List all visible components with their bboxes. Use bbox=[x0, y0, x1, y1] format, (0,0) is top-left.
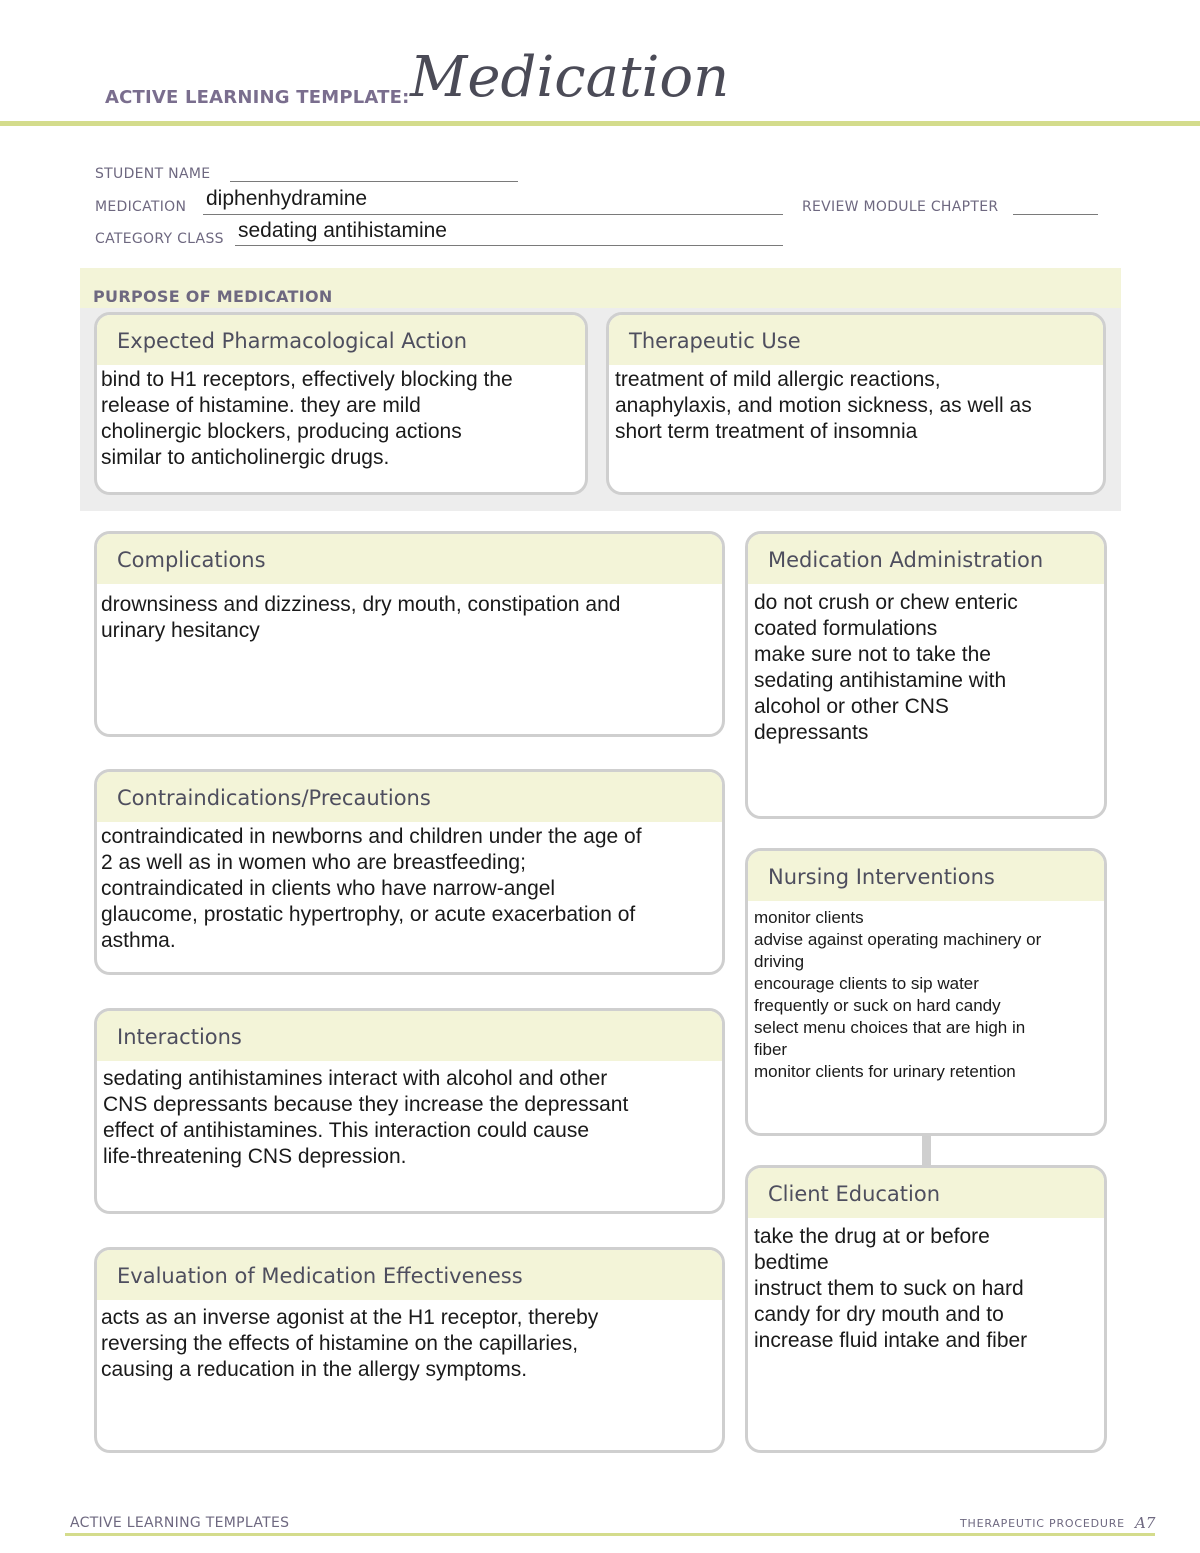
template-label: ACTIVE LEARNING TEMPLATE: bbox=[105, 87, 410, 108]
purpose-title: PURPOSE OF MEDICATION bbox=[93, 287, 333, 306]
page-number: A7 bbox=[1135, 1514, 1156, 1532]
card-title: Interactions bbox=[97, 1011, 722, 1061]
medication-value[interactable]: diphenhydramine bbox=[206, 187, 368, 210]
interactions-card bbox=[94, 1008, 725, 1214]
card-title: Medication Administration bbox=[748, 534, 1104, 584]
footer-left-text: ACTIVE LEARNING TEMPLATES bbox=[70, 1515, 290, 1531]
nursing-interventions-card bbox=[745, 848, 1107, 1136]
therapeutic-use-card bbox=[606, 312, 1106, 495]
card-title: Evaluation of Medication Effectiveness bbox=[97, 1250, 722, 1300]
nursing-interventions-text[interactable]: monitor clients advise against operating machinery or driving encourage clients to sip water frequently or suck on hard candy select menu choices that are high in fiber monitor clients for urinary retention bbox=[754, 908, 1042, 1081]
medication-administration-text[interactable]: do not crush or chew enteric coated formulations make sure not to take the sedating antihistamine with alcohol or other CNS depressants bbox=[754, 591, 1018, 744]
category-class-label: CATEGORY CLASS bbox=[95, 231, 224, 247]
expected-action-card bbox=[94, 312, 588, 495]
card-title: Nursing Interventions bbox=[748, 851, 1104, 901]
category-class-field-line bbox=[235, 245, 783, 246]
card-title: Client Education bbox=[748, 1168, 1104, 1218]
contraindications-text[interactable]: contraindicated in newborns and children under the age of 2 as well as in women who are breastfeeding; contraindicated in clients who have narrow-angel glaucome, prostatic hypertrophy, or acute exacerbation of asthma. bbox=[101, 825, 642, 952]
page-title: Medication bbox=[410, 45, 730, 110]
client-education-card bbox=[745, 1165, 1107, 1453]
category-class-value[interactable]: sedating antihistamine bbox=[238, 219, 447, 242]
medication-label: MEDICATION bbox=[95, 199, 187, 215]
expected-action-text[interactable]: bind to H1 receptors, effectively blocking the release of histamine. they are mild cholinergic blockers, producing actions similar to anticholinergic drugs. bbox=[101, 368, 513, 469]
evaluation-text[interactable]: acts as an inverse agonist at the H1 receptor, thereby reversing the effects of histamine on the capillaries, causing a reducation in the allergy symptoms. bbox=[101, 1306, 599, 1381]
header-divider bbox=[0, 121, 1200, 126]
review-module-label: REVIEW MODULE CHAPTER bbox=[802, 199, 999, 215]
interactions-text[interactable]: sedating antihistamines interact with alcohol and other CNS depressants because they increase the depressant effect of antihistamines. This interaction could cause life-threatening CNS depression. bbox=[103, 1067, 629, 1168]
medication-field-line bbox=[203, 214, 783, 215]
footer-divider bbox=[65, 1533, 1155, 1536]
student-name-field[interactable] bbox=[230, 181, 518, 182]
complications-card bbox=[94, 531, 725, 737]
card-title: Therapeutic Use bbox=[609, 315, 1103, 365]
card-title: Complications bbox=[97, 534, 722, 584]
card-connector bbox=[922, 1135, 931, 1167]
evaluation-card bbox=[94, 1247, 725, 1453]
therapeutic-use-text[interactable]: treatment of mild allergic reactions, anaphylaxis, and motion sickness, as well as short term treatment of insomnia bbox=[615, 368, 1032, 443]
medication-administration-card bbox=[745, 531, 1107, 819]
footer-right-text: THERAPEUTIC PROCEDURE bbox=[960, 1517, 1125, 1530]
student-name-label: STUDENT NAME bbox=[95, 166, 211, 182]
contraindications-card bbox=[94, 769, 725, 975]
complications-text[interactable]: drownsiness and dizziness, dry mouth, constipation and urinary hesitancy bbox=[101, 593, 621, 642]
card-title: Contraindications/Precautions bbox=[97, 772, 722, 822]
review-module-field[interactable] bbox=[1013, 214, 1098, 215]
client-education-text[interactable]: take the drug at or before bedtime instruct them to suck on hard candy for dry mouth and to increase fluid intake and fiber bbox=[754, 1225, 1028, 1352]
card-title: Expected Pharmacological Action bbox=[97, 315, 585, 365]
